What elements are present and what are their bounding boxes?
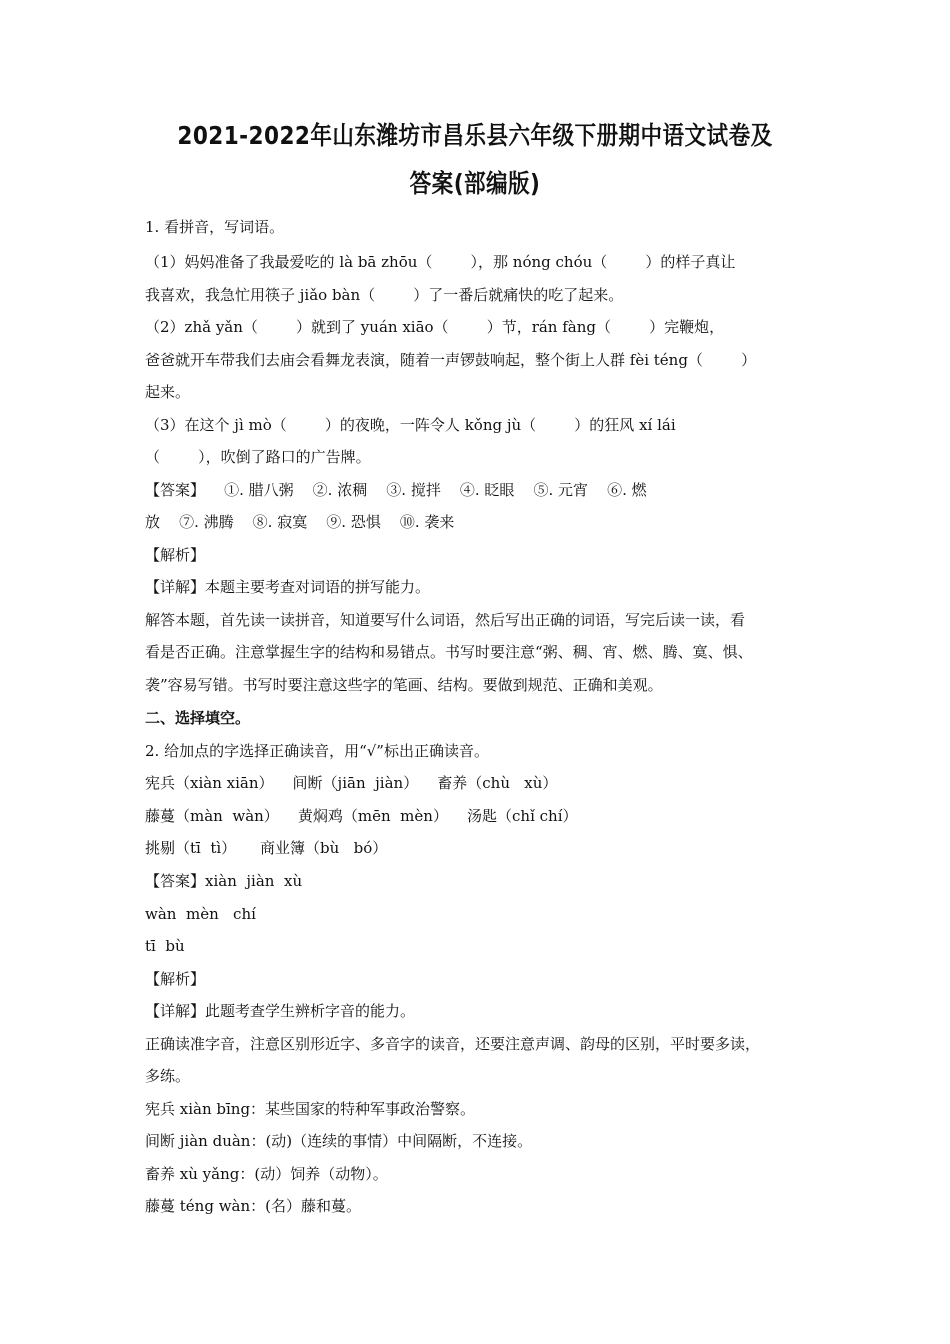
definition-jianduan: 间断 jiàn duàn：(动)（连续的事情）中间隔断，不连接。 xyxy=(145,1132,533,1150)
question-1-part-1-line-1: （1）妈妈准备了我最爱吃的 là bā zhōu（ ），那 nóng chóu（ ）的样子真让 xyxy=(145,253,736,271)
question-2-explanation-line-2: 多练。 xyxy=(145,1067,191,1085)
definition-xianbing: 宪兵 xiàn bīng：某些国家的特种军事政治警察。 xyxy=(145,1100,476,1118)
question-1-answer-line-2: 放 ⑦. 沸腾 ⑧. 寂寞 ⑨. 恐惧 ⑩. 袭来 xyxy=(145,513,455,531)
question-2-answer-line-1: 【答案】xiàn jiàn xù xyxy=(145,872,303,890)
question-1-explanation-line-3: 袭”容易写错。书写时要注意这些字的笔画、结构。要做到规范、正确和美观。 xyxy=(145,676,663,694)
question-2-answer-line-3: tī bù xyxy=(145,937,185,955)
question-1-part-3-line-2: （ ），吹倒了路口的广告牌。 xyxy=(145,448,371,466)
question-1-explanation-line-2: 看是否正确。注意掌握生字的结构和易错点。书写时要注意“粥、稠、宵、燃、腾、寞、惧、 xyxy=(145,643,753,661)
question-2-row-2: 藤蔓（màn wàn） 黄焖鸡（mēn mèn） 汤匙（chǐ chí） xyxy=(145,807,578,825)
question-1-explanation-line-1: 解答本题，首先读一读拼音，知道要写什么词语，然后写出正确的词语，写完后读一读，看 xyxy=(145,611,746,629)
question-1-answer-line-1: 【答案】 ①. 腊八粥 ②. 浓稠 ③. 搅拌 ④. 眨眼 ⑤. 元宵 ⑥. 燃 xyxy=(145,481,647,499)
question-2-explanation-line-1: 正确读准字音，注意区别形近字、多音字的读音，还要注意声调、韵母的区别，平时要多读， xyxy=(145,1035,761,1053)
question-1-part-2-line-3: 起来。 xyxy=(145,383,191,401)
question-2-detail: 【详解】此题考查学生辨析字音的能力。 xyxy=(145,1002,416,1020)
question-1-analysis-label: 【解析】 xyxy=(145,546,206,564)
question-2-heading: 2. 给加点的字选择正确读音，用“√”标出正确读音。 xyxy=(145,742,489,760)
question-1-part-1-line-2: 我喜欢，我急忙用筷子 jiǎo bàn（ ）了一番后就痛快的吃了起来。 xyxy=(145,286,624,304)
section-2-heading: 二、选择填空。 xyxy=(145,709,251,727)
question-1-detail: 【详解】本题主要考查对词语的拼写能力。 xyxy=(145,578,431,596)
definition-xuyang: 畜养 xù yǎng：(动）饲养（动物）。 xyxy=(145,1165,388,1183)
question-2-row-3: 挑剔（tī tì） 商业簿（bù bó） xyxy=(145,839,388,857)
question-1-part-2-line-1: （2）zhǎ yǎn（ ）就到了 yuán xiāo（ ）节，rán fàng（ ）完鞭炮， xyxy=(145,318,725,336)
question-1-heading: 1. 看拼音，写词语。 xyxy=(145,218,285,236)
question-1-part-2-line-2: 爸爸就开车带我们去庙会看舞龙表演，随着一声锣鼓响起，整个街上人群 fèi téng（ ） xyxy=(145,351,757,369)
question-1-part-3-line-1: （3）在这个 jì mò（ ）的夜晚，一阵令人 kǒng jù（ ）的狂风 xí lái xyxy=(145,416,676,434)
question-2-answer-line-2: wàn mèn chí xyxy=(145,905,256,923)
question-2-analysis-label: 【解析】 xyxy=(145,970,206,988)
document-title-line-1: 2021-2022年山东潍坊市昌乐县六年级下册期中语文试卷及 xyxy=(177,121,773,150)
question-2-row-1: 宪兵（xiàn xiān） 间断（jiān jiàn） 畜养（chù xù） xyxy=(145,774,558,792)
definition-tengwan: 藤蔓 téng wàn：(名）藤和蔓。 xyxy=(145,1197,361,1215)
document-title-line-2: 答案(部编版) xyxy=(409,169,541,198)
